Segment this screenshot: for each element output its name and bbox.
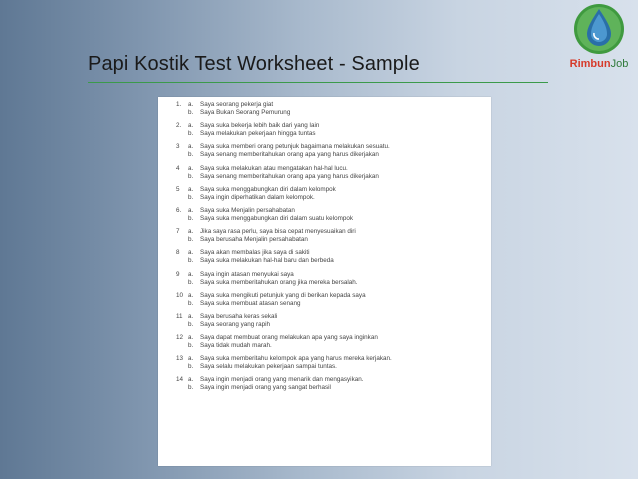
question-number [176,236,188,244]
option-letter: a. [188,355,194,363]
question-number [176,363,188,371]
option-letter: b. [188,342,194,350]
option-letter: b. [188,236,194,244]
question-number: 10 [176,291,184,299]
question-number: 4 [176,164,180,172]
option-letter: a. [188,270,194,278]
question-item [176,376,485,392]
option-a-line [176,292,485,300]
option-letter: a. [188,228,194,236]
option-a-text: Saya suka bekerja lebih baik dari yang lain [200,122,320,130]
question-number: 2. [176,122,182,130]
option-letter: a. [188,312,194,320]
question-number [176,109,188,117]
option-b-line [176,279,485,287]
option-a-line [176,355,485,363]
option-b-text: Saya berusaha Menjalin persahabatan [200,236,308,244]
question-item [176,165,485,181]
option-a-line [176,313,485,321]
question-number: 5 [176,185,180,193]
question-number [176,300,188,308]
option-letter: a. [188,101,194,108]
option-a-text: Jika saya rasa perlu, saya bisa cepat menyesuaikan diri [200,228,356,236]
option-b-text: Saya senang memberitahukan orang apa yang harus dikerjakan [200,151,379,159]
option-b-line [176,109,485,117]
option-b-text: Saya suka membuat atasan senang [200,299,301,307]
question-number [176,257,188,265]
option-a-line [176,101,485,109]
option-b-line [176,173,485,181]
worksheet-image [158,97,491,466]
question-number: 8 [176,249,180,257]
option-b-line [176,130,485,138]
option-letter: b. [188,320,194,328]
option-b-line [176,236,485,244]
option-b-text: Saya seorang yang rapih [200,320,271,328]
question-number: 12 [176,334,184,342]
question-number [176,342,188,350]
option-letter: a. [188,185,194,193]
question-item [176,271,485,287]
option-b-text: Saya suka melakukan hal-hal baru dan berbeda [200,257,334,265]
option-a-line [176,271,485,279]
option-letter: b. [188,384,194,392]
option-a-text: Saya ingin atasan menyukai saya [200,270,294,278]
water-drop-logo-icon [572,2,626,56]
question-number: 11 [176,312,183,320]
option-a-text: Saya seorang pekerja giat [200,101,274,108]
option-a-line [176,334,485,342]
option-a-line [176,228,485,236]
option-b-line [176,384,485,392]
option-a-text: Saya ingin menjadi orang yang menarik dan mengasyikan. [200,376,364,384]
option-letter: b. [188,172,194,180]
question-item [176,101,485,117]
option-b-line [176,151,485,159]
question-number: 9 [176,270,180,278]
question-number [176,194,188,202]
title-underline [88,82,548,83]
question-number: 13 [176,355,184,363]
logo-wordmark: RimbunJob [569,58,629,70]
option-letter: a. [188,164,194,172]
option-a-line [176,165,485,173]
question-item [176,313,485,329]
option-a-line [176,376,485,384]
option-letter: b. [188,278,194,286]
option-a-text: Saya suka melakukan atau mengatakan hal-hal lucu. [200,164,348,172]
option-letter: a. [188,206,194,214]
question-number: 1. [176,101,182,108]
option-letter: b. [188,151,194,159]
rimbunjob-logo [560,2,638,80]
option-b-text: Saya tidak mudah marah. [200,342,272,350]
option-b-text: Saya suka memberitahukan orang jika mereka bersalah. [200,278,358,286]
option-letter: b. [188,193,194,201]
slide-title: Papi Kostik Test Worksheet - Sample [88,53,420,75]
question-item [176,122,485,138]
option-a-line [176,249,485,257]
option-b-line [176,300,485,308]
question-item [176,355,485,371]
option-a-text: Saya suka memberi orang petunjuk bagaimana melakukan sesuatu. [200,143,390,151]
option-b-text: Saya selalu melakukan pekerjaan sampai tuntas. [200,363,337,371]
option-b-line [176,215,485,223]
option-a-line [176,186,485,194]
question-number [176,173,188,181]
option-a-text: Saya suka memberitahu kelompok apa yang harus mereka kerjakan. [200,355,392,363]
option-letter: a. [188,376,194,384]
option-a-text: Saya suka mengikuti petunjuk yang di berikan kepada saya [200,291,366,299]
option-letter: b. [188,130,194,138]
question-number: 3 [176,143,180,151]
option-b-line [176,321,485,329]
question-number [176,384,188,392]
question-number [176,279,188,287]
option-letter: b. [188,109,194,116]
question-number: 6. [176,206,182,214]
question-item [176,143,485,159]
option-a-text: Saya suka menggabungkan diri dalam kelompok [200,185,336,193]
option-a-text: Saya akan membalas jika saya di sakiti [200,249,310,257]
question-item [176,249,485,265]
option-b-text: Saya melakukan pekerjaan hingga tuntas [200,130,316,138]
option-a-line [176,207,485,215]
option-a-text: Saya berusaha keras sekali [200,312,278,320]
question-item [176,292,485,308]
option-b-line [176,194,485,202]
option-letter: b. [188,299,194,307]
option-b-text: Saya suka menggabungkan diri dalam suatu kelompok [200,214,353,222]
option-b-line [176,257,485,265]
option-letter: b. [188,257,194,265]
option-b-line [176,363,485,371]
option-letter: a. [188,334,194,342]
question-number [176,215,188,223]
question-number: 7 [176,228,180,236]
question-item [176,186,485,202]
option-b-text: Saya Bukan Seorang Pemurung [200,109,291,116]
option-letter: a. [188,122,194,130]
question-number [176,321,188,329]
option-a-text: Saya dapat membuat orang melakukan apa yang saya inginkan [200,334,378,342]
option-letter: a. [188,291,194,299]
question-item [176,228,485,244]
option-a-text: Saya suka Menjalin persahabatan [200,206,295,214]
option-a-line [176,122,485,130]
option-b-text: Saya ingin menjadi orang yang sangat berhasil [200,384,331,392]
option-b-line [176,342,485,350]
question-number: 14 [176,376,184,384]
option-letter: b. [188,214,194,222]
option-letter: a. [188,249,194,257]
option-b-text: Saya ingin diperhatikan dalam kelompok. [200,193,315,201]
option-b-text: Saya senang memberitahukan orang apa yang harus dikerjakan [200,172,379,180]
option-letter: a. [188,143,194,151]
question-number [176,130,188,138]
question-item [176,334,485,350]
option-letter: b. [188,363,194,371]
option-a-line [176,143,485,151]
question-item [176,207,485,223]
question-number [176,151,188,159]
